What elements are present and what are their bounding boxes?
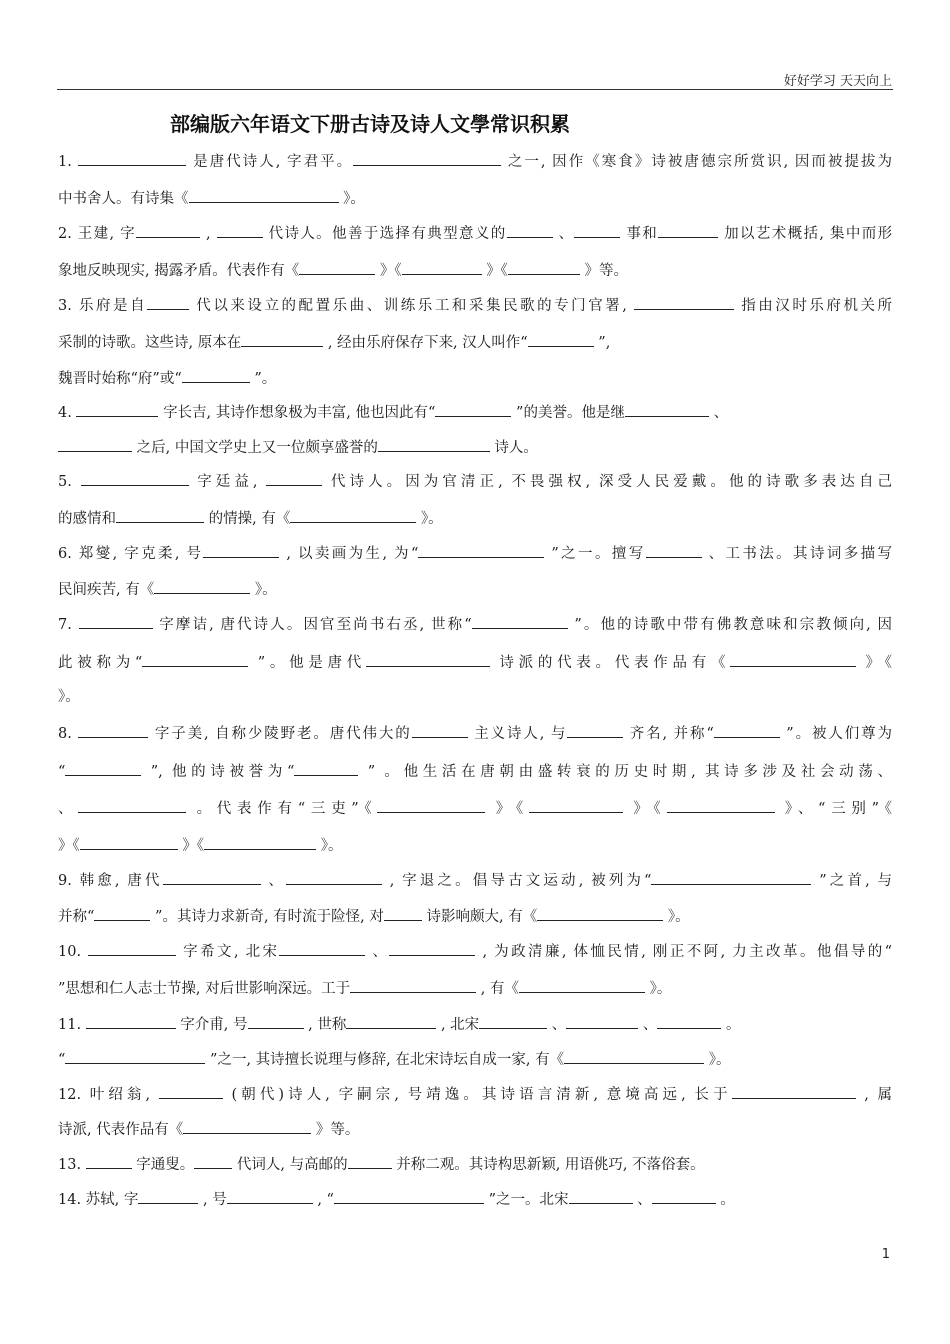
- question-text: ”。他是唐代: [257, 655, 367, 671]
- question-line: [58, 834, 342, 856]
- question-line: [58, 259, 628, 281]
- question-text: 》《: [495, 801, 529, 817]
- question-text: ”之首, 与: [819, 873, 892, 889]
- answer-blank[interactable]: [334, 1188, 484, 1204]
- answer-blank[interactable]: [366, 651, 490, 667]
- question-line: [58, 1188, 735, 1210]
- question-text: ”思想和仁人志士节操, 对后世影响深远。工于: [58, 981, 351, 997]
- question-text: 》《: [58, 838, 80, 854]
- question-text: ”的美誉。他是继: [516, 405, 625, 421]
- question-text: 代诗人。他善于选择有典型意义的: [268, 226, 507, 242]
- question-text: 10.: [58, 944, 89, 960]
- question-text: 》《: [182, 838, 205, 854]
- question-line: [58, 150, 892, 172]
- answer-blank[interactable]: [65, 760, 141, 776]
- answer-blank[interactable]: [159, 1083, 223, 1099]
- answer-blank[interactable]: [472, 613, 568, 629]
- answer-blank[interactable]: [203, 542, 279, 558]
- question-text: 诗影响颇大, 有《: [426, 909, 538, 925]
- answer-blank[interactable]: [248, 1013, 304, 1029]
- question-text: 》。: [649, 981, 672, 997]
- answer-blank[interactable]: [652, 1188, 716, 1204]
- question-line: [58, 869, 892, 891]
- question-text: 之一, 因作《寒食》诗被唐德宗所赏识, 因而被提拔为: [507, 154, 893, 170]
- answer-blank[interactable]: [279, 940, 365, 956]
- answer-blank[interactable]: [182, 367, 250, 383]
- question-text: , 字退之。倡导古文运动, 被列为“: [389, 873, 652, 889]
- answer-blank[interactable]: [569, 1188, 633, 1204]
- answer-blank[interactable]: [646, 542, 702, 558]
- question-text: 之后, 中国文学史上又一位颇享盛誉的: [136, 440, 378, 456]
- question-text: 、: [58, 801, 79, 817]
- header-rule: [57, 89, 893, 90]
- question-text: 、: [372, 944, 390, 960]
- header-motto: 好好学习 天天向上: [783, 74, 892, 89]
- question-text: 指由汉时乐府机关所: [741, 298, 893, 314]
- question-text: ”之一。北宋: [488, 1192, 569, 1208]
- answer-blank[interactable]: [402, 259, 482, 275]
- answer-blank[interactable]: [194, 1153, 232, 1169]
- answer-blank[interactable]: [537, 905, 663, 921]
- question-text: , 号: [203, 1192, 227, 1208]
- answer-blank[interactable]: [217, 222, 263, 238]
- question-text: 3. 乐府是自: [58, 298, 148, 314]
- answer-blank[interactable]: [651, 869, 811, 885]
- answer-blank[interactable]: [86, 1153, 132, 1169]
- question-text: 6. 郑燮, 字克柔, 号: [58, 546, 204, 562]
- answer-blank[interactable]: [348, 1153, 392, 1169]
- question-text: , 北宋: [440, 1017, 480, 1033]
- answer-blank[interactable]: [435, 401, 511, 417]
- question-text: 事和: [626, 226, 659, 242]
- answer-blank[interactable]: [346, 1013, 436, 1029]
- answer-blank[interactable]: [241, 331, 323, 347]
- answer-blank[interactable]: [529, 797, 623, 813]
- question-text: 》《: [379, 263, 402, 279]
- question-text: , 以卖画为生, 为“: [286, 546, 419, 562]
- answer-blank[interactable]: [88, 940, 176, 956]
- question-text: 1.: [58, 154, 79, 170]
- question-text: 》。: [343, 191, 365, 207]
- answer-blank[interactable]: [389, 940, 475, 956]
- answer-blank[interactable]: [290, 507, 416, 523]
- question-text: 民间疾苦, 有《: [58, 582, 155, 598]
- question-text: ”之一。擅写: [551, 546, 646, 562]
- question-text: 并称二观。其诗构思新颖, 用语佻巧, 不落俗套。: [396, 1157, 705, 1173]
- question-text: 9. 韩愈, 唐代: [58, 873, 163, 889]
- question-line: [58, 905, 690, 927]
- question-line: [58, 401, 728, 423]
- question-line: [58, 613, 892, 635]
- question-text: 象地反映现实, 揭露矛盾。代表作有《: [58, 263, 300, 279]
- page-number: 1: [881, 1247, 890, 1262]
- question-text: 、: [551, 1017, 567, 1033]
- question-text: 魏晋时始称“府”或“: [58, 371, 182, 387]
- question-text: 。: [725, 1017, 741, 1033]
- answer-blank[interactable]: [65, 1048, 205, 1064]
- answer-blank[interactable]: [94, 905, 150, 921]
- question-text: 字介甫, 号: [180, 1017, 248, 1033]
- question-text: 、工书法。其诗词多描写: [708, 546, 892, 562]
- question-text: 字长吉, 其诗作想象极为丰富, 他也因此有“: [163, 405, 436, 421]
- question-text: “: [58, 764, 66, 780]
- question-line: [58, 1048, 730, 1070]
- answer-blank[interactable]: [183, 1118, 311, 1134]
- question-line: [58, 1083, 892, 1105]
- question-text: 、: [268, 873, 287, 889]
- answer-blank[interactable]: [528, 331, 594, 347]
- answer-blank[interactable]: [377, 797, 485, 813]
- answer-blank[interactable]: [78, 797, 186, 813]
- question-text: (朝代)诗人, 字嗣宗, 号靖逸。其诗语言清新, 意境高远, 长于: [231, 1087, 732, 1103]
- question-text: 》等。: [584, 263, 629, 279]
- question-line: [58, 1013, 740, 1035]
- question-text: 13.: [58, 1157, 86, 1173]
- question-line: [58, 687, 80, 707]
- answer-blank[interactable]: [667, 797, 775, 813]
- question-text: 4.: [58, 405, 77, 421]
- answer-blank[interactable]: [86, 1013, 176, 1029]
- question-line: [58, 797, 892, 819]
- question-text: 字子美, 自称少陵野老。唐代伟大的: [154, 726, 412, 742]
- answer-blank[interactable]: [574, 222, 620, 238]
- answer-blank[interactable]: [625, 401, 709, 417]
- question-text: 12. 叶绍翁,: [58, 1087, 159, 1103]
- question-text: ”, 他的诗被誉为“: [150, 764, 295, 780]
- question-text: ”之一, 其诗擅长说理与修辞, 在北宋诗坛自成一家, 有《: [210, 1052, 565, 1068]
- answer-blank[interactable]: [147, 294, 189, 310]
- answer-blank[interactable]: [136, 222, 200, 238]
- question-line: [58, 542, 892, 564]
- question-line: [58, 578, 277, 600]
- question-line: [58, 940, 892, 962]
- question-text: 代词人, 与高邮的: [236, 1157, 348, 1173]
- question-text: ”。被人们尊为: [786, 726, 893, 742]
- answer-blank[interactable]: [204, 834, 316, 850]
- question-text: ” 。他生活在唐朝由盛转衰的历史时期, 其诗多涉及社会动荡、: [367, 764, 893, 780]
- question-text: 诗派的代表。代表作品有《: [499, 655, 731, 671]
- question-text: 》等。: [315, 1122, 360, 1138]
- question-text: 》。: [58, 689, 80, 705]
- answer-blank[interactable]: [353, 150, 501, 166]
- question-line: [58, 331, 610, 353]
- answer-blank[interactable]: [58, 436, 132, 452]
- question-text: 、: [558, 226, 575, 242]
- question-text: 8.: [58, 726, 79, 742]
- question-text: 主义诗人, 与: [474, 726, 568, 742]
- question-text: 》。: [420, 511, 443, 527]
- answer-blank[interactable]: [76, 401, 158, 417]
- question-text: 字廷益,: [197, 474, 267, 490]
- answer-blank[interactable]: [507, 222, 553, 238]
- question-text: ,: [206, 226, 217, 242]
- question-text: 加以艺术概括, 集中而形: [724, 226, 893, 242]
- question-line: [58, 507, 443, 529]
- question-text: 》。: [320, 838, 343, 854]
- question-text: ”。其诗力求新奇, 有时流于险怪, 对: [155, 909, 384, 925]
- question-text: 5.: [58, 474, 81, 490]
- question-line: [58, 222, 892, 244]
- question-text: 》《: [865, 655, 893, 671]
- page-title: 部编版六年语文下册古诗及诗人文學常识积累: [170, 112, 570, 136]
- question-text: 、: [642, 1017, 658, 1033]
- answer-blank[interactable]: [350, 977, 476, 993]
- question-text: 7.: [58, 617, 79, 633]
- question-text: ”。他的诗歌中带有佛教意味和宗教倾向, 因: [574, 617, 892, 633]
- question-text: 中书舍人。有诗集《: [58, 191, 189, 207]
- question-line: [58, 367, 276, 389]
- answer-blank[interactable]: [294, 760, 358, 776]
- question-text: “: [58, 1052, 66, 1068]
- answer-blank[interactable]: [78, 150, 186, 166]
- question-text: 》、“三别”《: [784, 801, 893, 817]
- answer-blank[interactable]: [384, 905, 422, 921]
- answer-blank[interactable]: [519, 977, 645, 993]
- question-line: [58, 977, 671, 999]
- question-line: [58, 1153, 705, 1175]
- answer-blank[interactable]: [80, 834, 178, 850]
- question-text: 的感情和: [58, 511, 116, 527]
- question-line: [58, 187, 365, 209]
- answer-blank[interactable]: [79, 613, 153, 629]
- question-text: 字通叟。: [136, 1157, 195, 1173]
- answer-blank[interactable]: [479, 1013, 547, 1029]
- question-text: 。: [720, 1192, 735, 1208]
- question-text: 2. 王建, 字: [58, 226, 137, 242]
- question-text: 采制的诗歌。这些诗, 原本在: [58, 335, 242, 351]
- answer-blank[interactable]: [634, 294, 734, 310]
- answer-blank[interactable]: [714, 722, 780, 738]
- question-text: 代诗人。因为官清正, 不畏强权, 深受人民爱戴。他的诗歌多表达自己: [330, 474, 893, 490]
- question-line: [58, 470, 892, 492]
- answer-blank[interactable]: [286, 869, 382, 885]
- answer-blank[interactable]: [732, 1083, 856, 1099]
- answer-blank[interactable]: [378, 436, 490, 452]
- question-text: 。代表作有“三吏”《: [196, 801, 378, 817]
- question-line: [58, 722, 892, 744]
- answer-blank[interactable]: [154, 578, 250, 594]
- question-text: 诗派, 代表作品有《: [58, 1122, 184, 1138]
- question-line: [58, 294, 892, 316]
- question-text: , 属: [864, 1087, 893, 1103]
- answer-blank[interactable]: [658, 222, 718, 238]
- answer-blank[interactable]: [566, 1013, 638, 1029]
- question-line: [58, 760, 892, 782]
- question-text: , 经由乐府保存下来, 汉人叫作“: [327, 335, 528, 351]
- question-text: 11.: [58, 1017, 86, 1033]
- question-text: , “: [317, 1192, 334, 1208]
- question-text: 是唐代诗人, 字君平。: [193, 154, 354, 170]
- answer-blank[interactable]: [227, 1188, 313, 1204]
- question-text: 字希文, 北宋: [183, 944, 280, 960]
- question-text: ”。: [254, 371, 277, 387]
- answer-blank[interactable]: [138, 1188, 198, 1204]
- question-text: 》。: [708, 1052, 731, 1068]
- question-text: 字摩诘, 唐代诗人。因官至尚书右丞, 世称“: [159, 617, 472, 633]
- question-text: , 世称: [308, 1017, 347, 1033]
- question-text: 14. 苏轼, 字: [58, 1192, 139, 1208]
- question-text: 》。: [667, 909, 690, 925]
- answer-blank[interactable]: [564, 1048, 704, 1064]
- question-text: 、: [713, 405, 729, 421]
- question-text: 》。: [254, 582, 277, 598]
- question-text: 》《: [486, 263, 508, 279]
- answer-blank[interactable]: [299, 259, 375, 275]
- question-line: [58, 651, 892, 673]
- question-text: 》《: [633, 801, 667, 817]
- question-text: 并称“: [58, 909, 95, 925]
- answer-blank[interactable]: [163, 869, 261, 885]
- question-text: , 有《: [480, 981, 519, 997]
- question-text: 齐名, 并称“: [629, 726, 714, 742]
- answer-blank[interactable]: [508, 259, 580, 275]
- question-text: 此被称为“: [58, 655, 143, 671]
- answer-blank[interactable]: [418, 542, 544, 558]
- answer-blank[interactable]: [412, 722, 468, 738]
- answer-blank[interactable]: [189, 187, 339, 203]
- question-line: [58, 436, 538, 458]
- answer-blank[interactable]: [657, 1013, 721, 1029]
- answer-blank[interactable]: [81, 470, 189, 486]
- question-line: [58, 1118, 359, 1140]
- question-text: 的情操, 有《: [208, 511, 291, 527]
- answer-blank[interactable]: [116, 507, 204, 523]
- answer-blank[interactable]: [567, 722, 623, 738]
- answer-blank[interactable]: [266, 470, 322, 486]
- answer-blank[interactable]: [730, 651, 856, 667]
- question-text: 代以来设立的配置乐曲、训练乐工和采集民歌的专门官署,: [196, 298, 635, 314]
- question-text: , 为政清廉, 体恤民情, 刚正不阿, 力主改革。他倡导的“: [482, 944, 893, 960]
- question-text: 、: [637, 1192, 652, 1208]
- question-text: 诗人。: [494, 440, 538, 456]
- answer-blank[interactable]: [142, 651, 248, 667]
- answer-blank[interactable]: [78, 722, 148, 738]
- question-text: ”,: [598, 335, 611, 351]
